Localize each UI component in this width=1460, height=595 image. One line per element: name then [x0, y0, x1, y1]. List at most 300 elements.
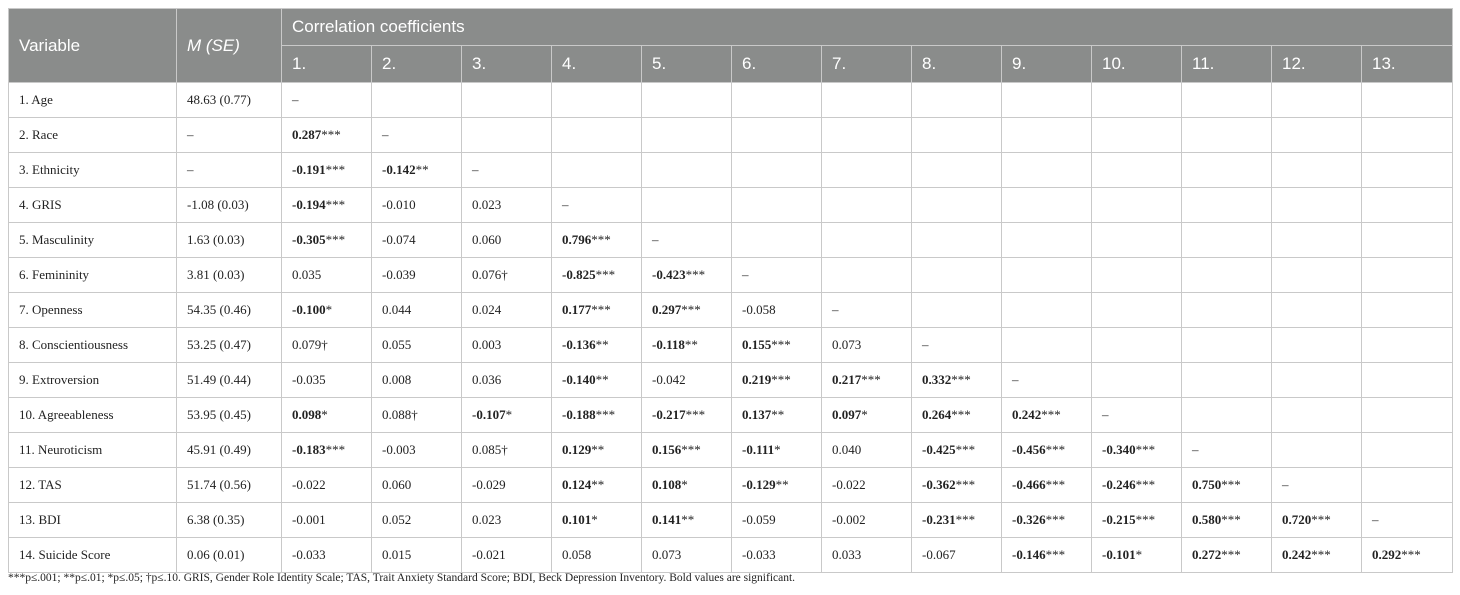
coefficient-value: -0.033: [292, 547, 326, 562]
mean-se-cell: 51.74 (0.56): [177, 468, 282, 503]
correlation-cell: [1092, 188, 1182, 223]
coefficient-value: -0.003: [382, 442, 416, 457]
header-col-3: 3.: [462, 46, 552, 83]
correlation-cell: [1002, 538, 1092, 573]
significance-stars: ***: [325, 232, 346, 247]
correlation-cell: [1002, 83, 1092, 118]
correlation-cell: [642, 538, 732, 573]
correlation-cell: [822, 468, 912, 503]
significance-stars: *: [861, 407, 868, 422]
correlation-cell: [1272, 293, 1362, 328]
correlation-cell: [372, 293, 462, 328]
significance-stars: ***: [951, 407, 971, 422]
significance-stars: ***: [951, 372, 971, 387]
correlation-cell: [822, 223, 912, 258]
variable-cell: 4. GRIS: [9, 188, 177, 223]
correlation-cell: [732, 188, 822, 223]
correlation-cell: [1092, 153, 1182, 188]
significance-stars: **: [771, 407, 785, 422]
significance-stars: *: [1135, 547, 1143, 562]
significance-stars: ***: [861, 372, 881, 387]
table-row: [9, 433, 1453, 468]
significance-stars: ***: [681, 442, 701, 457]
coefficient-value: 0.750: [1192, 477, 1222, 492]
correlation-cell: [1002, 503, 1092, 538]
table-row: [9, 398, 1453, 433]
correlation-cell: [1362, 433, 1453, 468]
header-col-2: 2.: [372, 46, 462, 83]
coefficient-value: -0.305: [292, 232, 326, 247]
coefficient-value: 0.023: [472, 197, 502, 212]
header-col-4: 4.: [552, 46, 642, 83]
significance-stars: ***: [1041, 407, 1061, 422]
correlation-cell: [642, 293, 732, 328]
variable-cell: 14. Suicide Score: [9, 538, 177, 573]
correlation-cell: [1002, 258, 1092, 293]
variable-cell: 5. Masculinity: [9, 223, 177, 258]
correlation-cell: [1272, 328, 1362, 363]
header-col-11: 11.: [1182, 46, 1272, 83]
correlation-cell: [1182, 538, 1272, 573]
correlation-cell: [642, 153, 732, 188]
correlation-cell: [1182, 468, 1272, 503]
correlation-cell: [372, 258, 462, 293]
coefficient-value: 0.073: [832, 337, 862, 352]
correlation-cell: [462, 293, 552, 328]
coefficient-value: 0.060: [472, 232, 502, 247]
table-header: [9, 9, 1453, 83]
correlation-cell: [1272, 223, 1362, 258]
correlation-cell: [642, 363, 732, 398]
correlation-cell: [1092, 363, 1182, 398]
coefficient-value: -0.118: [652, 337, 685, 352]
mean-se-cell: 0.06 (0.01): [177, 538, 282, 573]
correlation-cell: [372, 398, 462, 433]
correlation-cell: [462, 118, 552, 153]
correlation-cell: [282, 258, 372, 293]
correlation-cell: [1182, 223, 1272, 258]
table-row: [9, 538, 1453, 573]
coefficient-value: 0.141: [652, 512, 682, 527]
coefficient-value: 0.124: [562, 477, 592, 492]
correlation-cell: [912, 328, 1002, 363]
coefficient-value: -0.136: [562, 337, 596, 352]
correlation-cell: [552, 258, 642, 293]
header-mean-se: M (SE): [177, 9, 282, 83]
coefficient-value: –: [472, 162, 479, 177]
correlation-cell: [372, 433, 462, 468]
coefficient-value: 0.155: [742, 337, 772, 352]
correlation-cell: [282, 223, 372, 258]
mean-se-cell: 6.38 (0.35): [177, 503, 282, 538]
correlation-cell: [732, 398, 822, 433]
correlation-cell: [912, 258, 1002, 293]
correlation-cell: [552, 328, 642, 363]
correlation-cell: [462, 538, 552, 573]
coefficient-value: -0.194: [292, 197, 326, 212]
correlation-cell: [1182, 258, 1272, 293]
significance-stars: ***: [1045, 512, 1066, 527]
coefficient-value: 0.242: [1012, 407, 1042, 422]
correlation-cell: [1182, 118, 1272, 153]
significance-stars: *: [774, 442, 781, 457]
correlation-table: [8, 8, 1453, 573]
correlation-cell: [282, 468, 372, 503]
correlation-cell: [282, 363, 372, 398]
correlation-cell: [642, 223, 732, 258]
correlation-cell: [1182, 398, 1272, 433]
significance-stars: ***: [591, 232, 611, 247]
correlation-cell: [1272, 433, 1362, 468]
coefficient-value: -0.362: [922, 477, 956, 492]
coefficient-value: -0.035: [292, 372, 326, 387]
coefficient-value: -0.231: [922, 512, 956, 527]
correlation-cell: [372, 153, 462, 188]
significance-stars: *: [591, 512, 598, 527]
coefficient-value: -0.001: [292, 512, 326, 527]
correlation-cell: [822, 188, 912, 223]
coefficient-value: 0.796: [562, 232, 592, 247]
correlation-cell: [1272, 503, 1362, 538]
correlation-cell: [642, 398, 732, 433]
correlation-cell: [552, 118, 642, 153]
coefficient-value: -0.042: [652, 372, 686, 387]
coefficient-value: 0.079†: [292, 337, 328, 352]
coefficient-value: -0.191: [292, 162, 326, 177]
significance-stars: **: [591, 442, 605, 457]
significance-stars: *: [681, 477, 688, 492]
significance-stars: **: [684, 337, 698, 352]
correlation-cell: [912, 83, 1002, 118]
coefficient-value: –: [922, 337, 929, 352]
significance-stars: ***: [1311, 547, 1331, 562]
mean-se-cell: 45.91 (0.49): [177, 433, 282, 468]
header-col-13: 13.: [1362, 46, 1453, 83]
header-row-1: [9, 9, 1453, 46]
header-col-6: 6.: [732, 46, 822, 83]
correlation-cell: [732, 258, 822, 293]
coefficient-value: 0.101: [562, 512, 592, 527]
correlation-cell: [732, 538, 822, 573]
coefficient-value: 0.023: [472, 512, 502, 527]
correlation-cell: [1092, 433, 1182, 468]
significance-stars: **: [681, 512, 695, 527]
header-variable: Variable: [9, 9, 177, 83]
correlation-cell: [1272, 83, 1362, 118]
coefficient-value: 0.242: [1282, 547, 1312, 562]
correlation-cell: [372, 223, 462, 258]
correlation-cell: [822, 118, 912, 153]
correlation-cell: [552, 433, 642, 468]
correlation-cell: [1272, 118, 1362, 153]
coefficient-value: 0.219: [742, 372, 772, 387]
correlation-cell: [1092, 258, 1182, 293]
correlation-cell: [732, 293, 822, 328]
correlation-cell: [282, 433, 372, 468]
coefficient-value: 0.108: [652, 477, 682, 492]
header-col-10: 10.: [1092, 46, 1182, 83]
coefficient-value: 0.580: [1192, 512, 1222, 527]
correlation-cell: [732, 83, 822, 118]
table-row: [9, 503, 1453, 538]
correlation-cell: [642, 468, 732, 503]
coefficient-value: -0.825: [562, 267, 596, 282]
coefficient-value: 0.044: [382, 302, 412, 317]
coefficient-value: -0.101: [1102, 547, 1136, 562]
correlation-cell: [462, 258, 552, 293]
significance-stars: ***: [1221, 547, 1241, 562]
correlation-cell: [282, 118, 372, 153]
coefficient-value: –: [1012, 372, 1019, 387]
significance-stars: ***: [325, 162, 346, 177]
correlation-cell: [1362, 468, 1453, 503]
correlation-cell: [372, 503, 462, 538]
correlation-cell: [822, 398, 912, 433]
table-row: [9, 293, 1453, 328]
coefficient-value: 0.024: [472, 302, 502, 317]
significance-stars: **: [415, 162, 429, 177]
coefficient-value: -0.140: [562, 372, 596, 387]
correlation-cell: [1002, 433, 1092, 468]
coefficient-value: 0.008: [382, 372, 412, 387]
coefficient-value: -0.217: [652, 407, 686, 422]
correlation-cell: [1182, 293, 1272, 328]
coefficient-value: -0.215: [1102, 512, 1136, 527]
correlation-cell: [372, 468, 462, 503]
coefficient-value: 0.003: [472, 337, 502, 352]
correlation-cell: [1092, 538, 1182, 573]
significance-stars: ***: [1311, 512, 1331, 527]
coefficient-value: 0.036: [472, 372, 502, 387]
coefficient-value: -0.100: [292, 302, 326, 317]
correlation-cell: [1182, 503, 1272, 538]
correlation-cell: [912, 293, 1002, 328]
correlation-cell: [552, 468, 642, 503]
correlation-cell: [1362, 223, 1453, 258]
correlation-cell: [462, 503, 552, 538]
correlation-cell: [1362, 398, 1453, 433]
correlation-cell: [1362, 328, 1453, 363]
correlation-cell: [372, 328, 462, 363]
coefficient-value: 0.052: [382, 512, 412, 527]
variable-cell: 6. Femininity: [9, 258, 177, 293]
coefficient-value: 0.088†: [382, 407, 418, 422]
correlation-cell: [732, 503, 822, 538]
coefficient-value: 0.217: [832, 372, 862, 387]
coefficient-value: 0.033: [832, 547, 862, 562]
coefficient-value: -0.142: [382, 162, 416, 177]
variable-cell: 8. Conscientiousness: [9, 328, 177, 363]
correlation-cell: [1092, 83, 1182, 118]
significance-stars: ***: [1045, 547, 1066, 562]
correlation-cell: [1092, 503, 1182, 538]
significance-stars: ***: [1045, 442, 1066, 457]
correlation-cell: [1002, 223, 1092, 258]
correlation-cell: [912, 503, 1002, 538]
coefficient-value: -0.340: [1102, 442, 1136, 457]
coefficient-value: -0.002: [832, 512, 866, 527]
table-row: [9, 468, 1453, 503]
significance-stars: ***: [321, 127, 341, 142]
coefficient-value: 0.292: [1372, 547, 1402, 562]
significance-stars: ***: [685, 267, 706, 282]
coefficient-value: 0.015: [382, 547, 412, 562]
correlation-cell: [372, 188, 462, 223]
coefficient-value: -0.456: [1012, 442, 1046, 457]
significance-stars: ***: [1221, 512, 1241, 527]
coefficient-value: 0.097: [832, 407, 862, 422]
table-row: [9, 328, 1453, 363]
significance-stars: ***: [1135, 442, 1156, 457]
correlation-cell: [912, 538, 1002, 573]
coefficient-value: -0.074: [382, 232, 416, 247]
coefficient-value: -0.059: [742, 512, 776, 527]
coefficient-value: -0.246: [1102, 477, 1136, 492]
coefficient-value: -0.058: [742, 302, 776, 317]
coefficient-value: 0.129: [562, 442, 592, 457]
coefficient-value: -0.010: [382, 197, 416, 212]
correlation-cell: [462, 83, 552, 118]
correlation-cell: [282, 188, 372, 223]
correlation-cell: [552, 363, 642, 398]
significance-stars: *: [325, 302, 333, 317]
coefficient-value: 0.177: [562, 302, 592, 317]
mean-se-cell: 53.95 (0.45): [177, 398, 282, 433]
variable-cell: 1. Age: [9, 83, 177, 118]
mean-se-cell: 54.35 (0.46): [177, 293, 282, 328]
significance-stars: *: [505, 407, 513, 422]
correlation-cell: [822, 433, 912, 468]
correlation-cell: [462, 188, 552, 223]
correlation-cell: [1362, 503, 1453, 538]
correlation-cell: [282, 328, 372, 363]
correlation-cell: [1272, 188, 1362, 223]
correlation-cell: [732, 223, 822, 258]
coefficient-value: -0.188: [562, 407, 596, 422]
correlation-cell: [1092, 223, 1182, 258]
correlation-cell: [462, 433, 552, 468]
variable-cell: 11. Neuroticism: [9, 433, 177, 468]
correlation-cell: [372, 538, 462, 573]
coefficient-value: 0.332: [922, 372, 952, 387]
coefficient-value: 0.156: [652, 442, 682, 457]
correlation-cell: [1362, 153, 1453, 188]
correlation-cell: [462, 468, 552, 503]
significance-stars: *: [321, 407, 328, 422]
table-body: [9, 83, 1453, 573]
header-correlation-coefficients: Correlation coefficients: [282, 9, 1453, 46]
coefficient-value: –: [742, 267, 749, 282]
correlation-cell: [642, 433, 732, 468]
correlation-cell: [642, 83, 732, 118]
mean-se-cell: 3.81 (0.03): [177, 258, 282, 293]
coefficient-value: -0.107: [472, 407, 506, 422]
significance-stars: ***: [681, 302, 701, 317]
correlation-cell: [1182, 433, 1272, 468]
table-row: [9, 258, 1453, 293]
coefficient-value: –: [382, 127, 389, 142]
correlation-cell: [822, 258, 912, 293]
correlation-cell: [552, 223, 642, 258]
coefficient-value: 0.720: [1282, 512, 1312, 527]
coefficient-value: –: [1282, 477, 1289, 492]
correlation-cell: [1362, 258, 1453, 293]
coefficient-value: 0.076†: [472, 267, 508, 282]
correlation-cell: [912, 153, 1002, 188]
correlation-cell: [1182, 153, 1272, 188]
coefficient-value: –: [1192, 442, 1199, 457]
coefficient-value: -0.067: [922, 547, 956, 562]
correlation-cell: [1362, 363, 1453, 398]
significance-stars: ***: [325, 442, 346, 457]
correlation-cell: [642, 328, 732, 363]
correlation-cell: [1362, 538, 1453, 573]
significance-stars: **: [595, 337, 609, 352]
coefficient-value: -0.021: [472, 547, 506, 562]
correlation-cell: [462, 328, 552, 363]
significance-stars: ***: [1135, 512, 1156, 527]
coefficient-value: -0.022: [292, 477, 326, 492]
variable-cell: 7. Openness: [9, 293, 177, 328]
coefficient-value: 0.287: [292, 127, 322, 142]
coefficient-value: -0.146: [1012, 547, 1046, 562]
correlation-cell: [282, 398, 372, 433]
correlation-cell: [732, 118, 822, 153]
correlation-cell: [822, 538, 912, 573]
correlation-cell: [822, 293, 912, 328]
significance-stars: ***: [1135, 477, 1156, 492]
correlation-cell: [1182, 83, 1272, 118]
coefficient-value: 0.060: [382, 477, 412, 492]
correlation-cell: [552, 538, 642, 573]
correlation-cell: [642, 118, 732, 153]
correlation-cell: [732, 363, 822, 398]
correlation-cell: [1002, 188, 1092, 223]
correlation-cell: [1272, 153, 1362, 188]
correlation-cell: [282, 293, 372, 328]
correlation-cell: [732, 153, 822, 188]
significance-stars: ***: [771, 372, 791, 387]
correlation-cell: [552, 188, 642, 223]
coefficient-value: -0.183: [292, 442, 326, 457]
table-row: [9, 188, 1453, 223]
correlation-cell: [1182, 363, 1272, 398]
correlation-cell: [1002, 153, 1092, 188]
header-col-5: 5.: [642, 46, 732, 83]
correlation-cell: [1002, 468, 1092, 503]
correlation-cell: [1272, 258, 1362, 293]
significance-stars: ***: [771, 337, 791, 352]
correlation-cell: [282, 538, 372, 573]
correlation-cell: [282, 153, 372, 188]
coefficient-value: -0.039: [382, 267, 416, 282]
correlation-cell: [372, 363, 462, 398]
variable-cell: 3. Ethnicity: [9, 153, 177, 188]
coefficient-value: 0.058: [562, 547, 592, 562]
significance-stars: ***: [955, 477, 976, 492]
correlation-cell: [1272, 363, 1362, 398]
mean-se-cell: –: [177, 118, 282, 153]
correlation-cell: [732, 468, 822, 503]
correlation-cell: [462, 398, 552, 433]
coefficient-value: -0.129: [742, 477, 776, 492]
coefficient-value: 0.085†: [472, 442, 508, 457]
coefficient-value: –: [1102, 407, 1109, 422]
table-row: [9, 223, 1453, 258]
correlation-cell: [282, 503, 372, 538]
correlation-cell: [552, 503, 642, 538]
correlation-cell: [642, 503, 732, 538]
